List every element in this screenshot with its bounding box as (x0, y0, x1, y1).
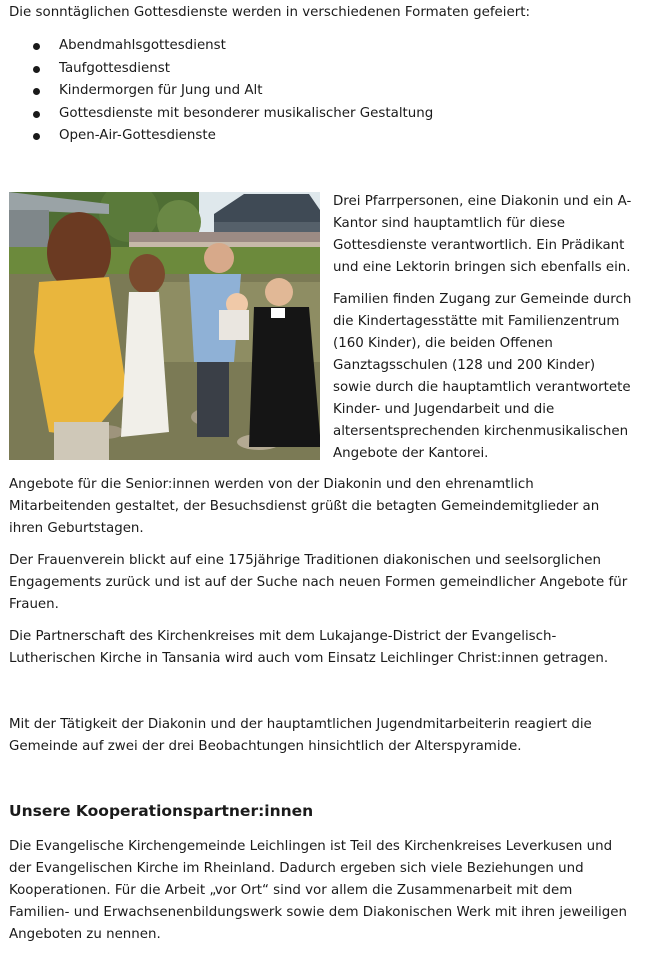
list-item: Open-Air-Gottesdienste (9, 125, 433, 148)
bullet-icon (33, 133, 40, 140)
cooperation-paragraph: Die Evangelische Kirchengemeinde Leichlingen ist Teil des Kirchenkreises Leverkusen und der Evangelischen Kirche im Rheinland. Dadurch ergeben sich viele Beziehungen und Kooperationen. Für die Arbeit „vor Ort“ sind vor allem die Zusammenarbeit mit dem Familien- und Erwachsenenbildungswerk sowie dem Diakonischen Werk mit ihren jeweiligen Angeboten zu nennen. (9, 839, 627, 942)
bullet-icon (33, 88, 40, 95)
list-item: Abendmahlsgottesdienst (9, 35, 433, 58)
womens-club-paragraph: Der Frauenverein blickt auf eine 175jährige Traditionen diakonischen und seelsorglichen Engagements zurück und ist auf der Suche nach neuen Formen gemeindlicher Angebote für Frauen. (9, 553, 628, 612)
families-paragraph: Familien finden Zugang zur Gemeinde durch die Kindertagesstätte mit Familienzentrum (160 Kinder), die beiden Offenen Ganztagsschulen (128 und 200 Kinder) sowie durch die hauptamtlich verantwortete Kinder- und Jugendarbeit und die altersentsprechenden kirchenmusikalischen Angebote der Kantorei. (333, 292, 632, 461)
bullet-icon (33, 43, 40, 50)
intro-text: Die sonntäglichen Gottesdienste werden in verschiedenen Formaten gefeiert: (9, 5, 530, 20)
cooperation-heading: Unsere Kooperationspartner:innen (9, 802, 314, 820)
list-item: Kindermorgen für Jung und Alt (9, 80, 433, 103)
staff-paragraph: Drei Pfarrpersonen, eine Diakonin und ein A-Kantor sind hauptamtlich für diese Gottesdienste verantwortlich. Ein Prädikant und eine Lektorin bringen sich ebenfalls ein. (333, 194, 632, 275)
bullet-icon (33, 66, 40, 73)
list-item: Taufgottesdienst (9, 58, 433, 81)
age-pyramid-paragraph: Mit der Tätigkeit der Diakonin und der hauptamtlichen Jugendmitarbeiterin reagiert die Gemeinde auf zwei der drei Beobachtungen hinsichtlich der Alterspyramide. (9, 717, 592, 754)
service-formats-list (9, 35, 433, 148)
list-item: Gottesdienste mit besonderer musikalischer Gestaltung (9, 103, 433, 126)
baptism-photo (9, 192, 320, 460)
bullet-icon (33, 111, 40, 118)
seniors-paragraph: Angebote für die Senior:innen werden von der Diakonin und den ehrenamtlich Mitarbeitenden gestaltet, der Besuchsdienst grüßt die betagten Gemeindemitglieder an ihren Geburtstagen. (9, 477, 600, 536)
partnership-paragraph: Die Partnerschaft des Kirchenkreises mit dem Lukajange-District der Evangelisch-Lutherischen Kirche in Tansania wird auch vom Einsatz Leichlinger Christ:innen getragen. (9, 629, 609, 666)
